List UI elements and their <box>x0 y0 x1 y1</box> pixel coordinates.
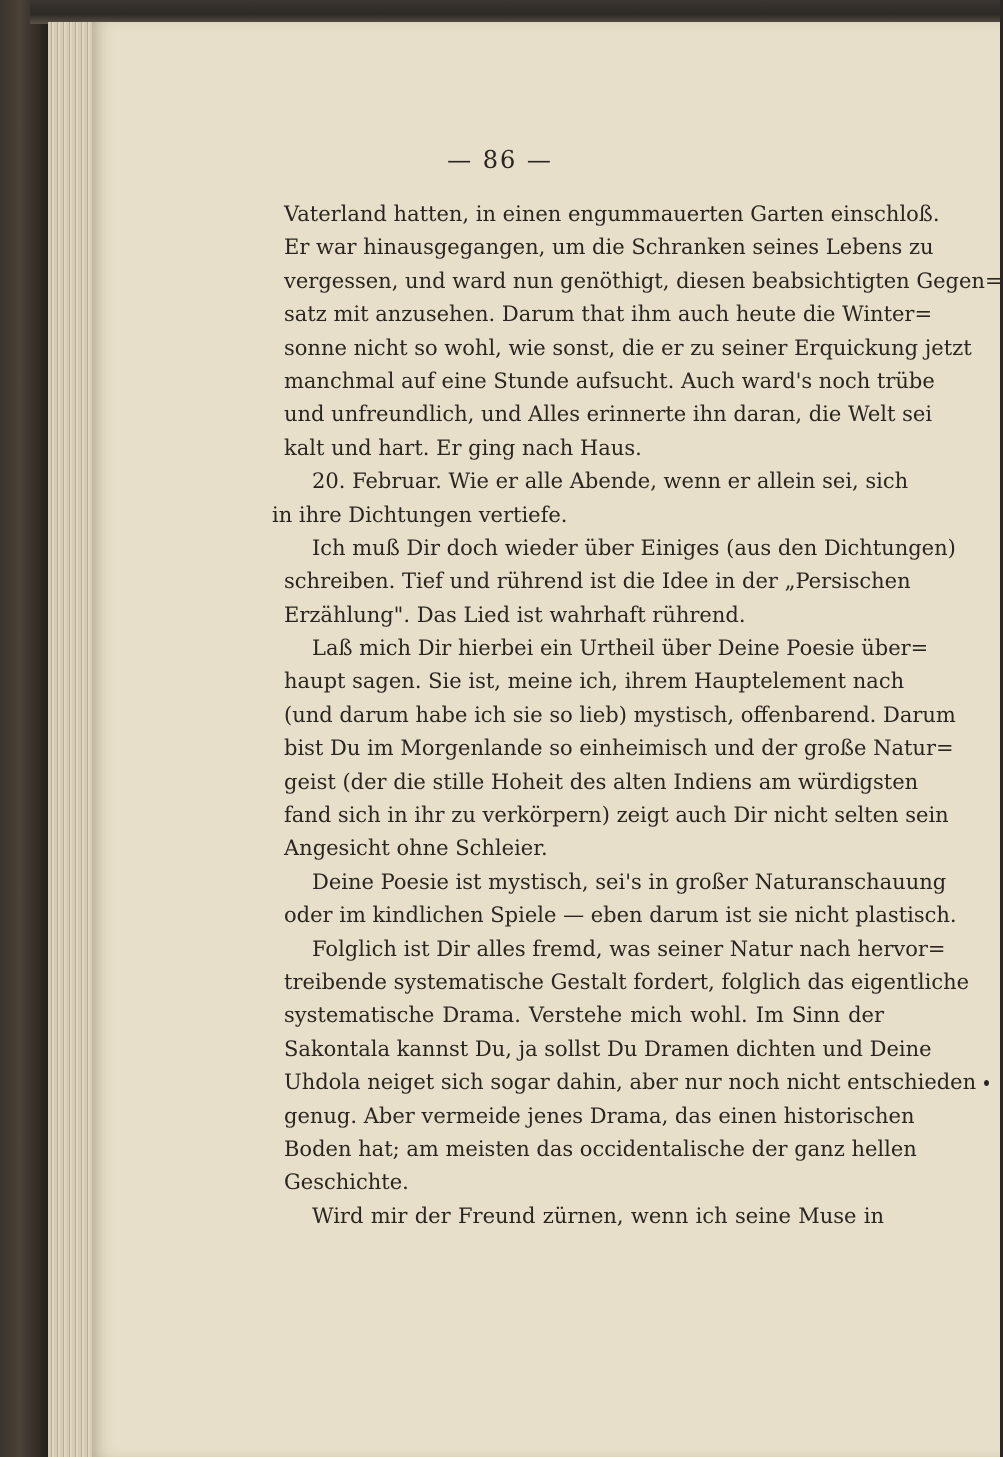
text-line: Deine Poesie ist mystisch, sei's in großer Naturanschauung <box>312 869 947 894</box>
text-line: 20. Februar. Wie er alle Abende, wenn er allein sei, sich <box>312 469 909 494</box>
text-line: und unfreundlich, und Alles erinnerte ihn daran, die Welt sei <box>284 402 933 427</box>
text-line: oder im kindlichen Spiele — eben darum ist sie nicht plastisch. <box>284 903 957 928</box>
text-line: Folglich ist Dir alles fremd, was seiner Natur nach hervor= <box>312 936 946 961</box>
text-line: Laß mich Dir hierbei ein Urtheil über Deine Poesie über= <box>312 636 929 661</box>
text-line: kalt und hart. Er ging nach Haus. <box>284 435 642 460</box>
text-line: geist (der die stille Hoheit des alten Indiens am würdigsten <box>284 769 919 794</box>
ink-mark <box>984 1080 989 1086</box>
text-line: vergessen, und ward nun genöthigt, diesen beabsichtigten Gegen= <box>284 268 1003 293</box>
text-line: Uhdola neiget sich sogar dahin, aber nur noch nicht entschieden <box>284 1070 977 1095</box>
text-line: treibende systematische Gestalt fordert, folglich das eigentliche <box>284 969 970 994</box>
page-text <box>272 198 1003 1233</box>
text-line: sonne nicht so wohl, wie sonst, die er zu seiner Erquickung jetzt <box>284 335 972 360</box>
text-line: Angesicht ohne Schleier. <box>284 836 548 861</box>
text-line: Er war hinausgegangen, um die Schranken seines Lebens zu <box>284 235 934 260</box>
text-line: Erzählung". Das Lied ist wahrhaft rührend. <box>284 602 746 627</box>
text-line: genug. Aber vermeide jenes Drama, das einen historischen <box>284 1103 915 1128</box>
text-line: Vaterland hatten, in einen engummauerten Garten einschloß. <box>284 202 940 226</box>
text-line: Sakontala kannst Du, ja sollst Du Dramen dichten und Deine <box>284 1036 932 1061</box>
text-line: (und darum habe ich sie so lieb) mystisch, offenbarend. Darum <box>284 702 956 727</box>
text-line: bist Du im Morgenlande so einheimisch und der große Natur= <box>284 736 954 761</box>
text-line: fand sich in ihr zu verkörpern) zeigt auch Dir nicht selten sein <box>284 803 949 828</box>
text-line: in ihre Dichtungen vertiefe. <box>272 502 568 527</box>
book-cover-edge <box>30 0 1000 24</box>
text-line: haupt sagen. Sie ist, meine ich, ihrem Hauptelement nach <box>284 669 905 694</box>
text-line: Boden hat; am meisten das occidentalische der ganz hellen <box>284 1136 917 1161</box>
text-line: Ich muß Dir doch wieder über Einiges (aus den Dichtungen) <box>312 535 956 560</box>
text-line: schreiben. Tief und rührend ist die Idee in der „Persischen <box>284 569 911 594</box>
text-line: Wird mir der Freund zürnen, wenn ich seine Muse in <box>312 1203 884 1228</box>
page-number: — 86 — <box>447 146 553 174</box>
text-line: systematische Drama. Verstehe mich wohl. Im Sinn der <box>284 1003 884 1028</box>
text-line: manchmal auf eine Stunde aufsucht. Auch ward's noch trübe <box>284 368 935 393</box>
text-line: satz mit anzusehen. Darum that ihm auch heute die Winter= <box>284 302 933 327</box>
text-line: Geschichte. <box>284 1170 409 1195</box>
